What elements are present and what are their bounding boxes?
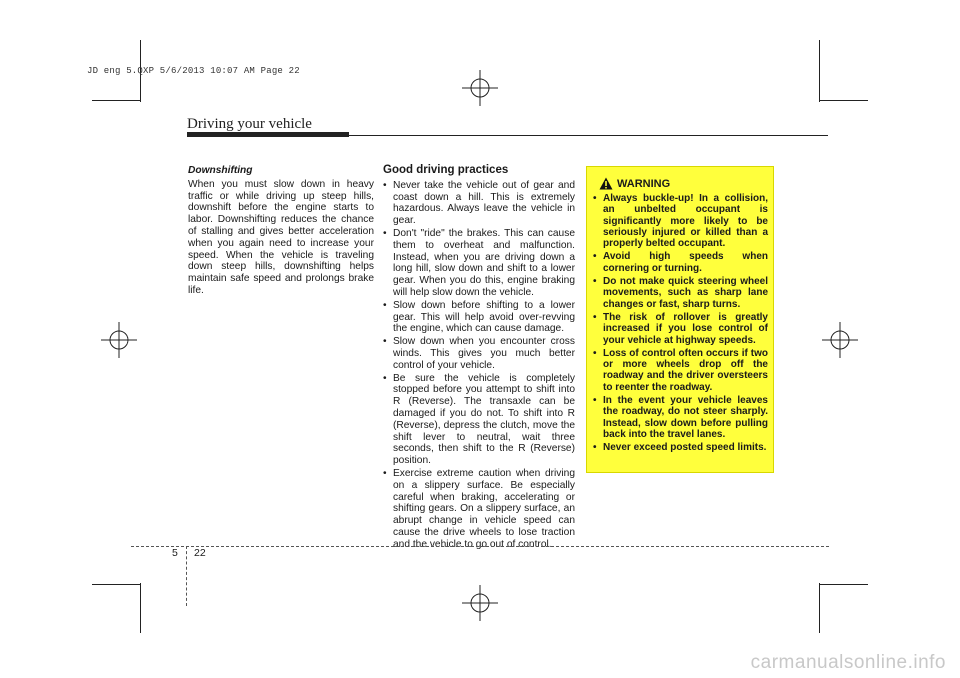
good-driving-heading: Good driving practices	[383, 164, 509, 176]
crop-mark	[140, 583, 141, 633]
registration-mark-bottom-icon	[462, 585, 498, 621]
registration-mark-left-icon	[101, 322, 137, 358]
column-good-driving-practices	[383, 165, 575, 552]
print-slug: JD eng 5.QXP 5/6/2013 10:07 AM Page 22	[87, 66, 300, 76]
list-item: • Exercise extreme caution when driving on a slippery surface. Be especially careful when braking, accelerating or shifting gears. On a slippery surface, an abrupt change in vehicle speed can cause the drive wheels to lose traction and the vehicle to go out of control.	[383, 468, 575, 551]
list-item: • Don't "ride" the brakes. This can cause them to overheat and malfunction. Instead, when you are driving down a long hill, slow down and shift to a lower gear. When you do this, engine braking will help slow down the vehicle.	[383, 228, 575, 299]
list-item: • Slow down when you encounter cross winds. This gives you much better control of your vehicle.	[383, 336, 575, 371]
footer-divider	[186, 546, 187, 606]
warning-list	[593, 193, 768, 454]
crop-mark	[820, 100, 868, 101]
registration-mark-top-icon	[462, 70, 498, 106]
list-item: • Avoid high speeds when cornering or turning.	[593, 251, 768, 274]
chapter-number: 5	[172, 547, 178, 559]
page-number: 22	[194, 547, 206, 559]
list-item: • Slow down before shifting to a lower gear. This will help avoid over-revving the engine, which can cause damage.	[383, 300, 575, 335]
crop-mark	[819, 583, 820, 633]
list-item: • Always buckle-up! In a collision, an unbelted occupant is significantly more likely to be seriously injured or killed than a properly belted occupant.	[593, 193, 768, 249]
crop-mark	[820, 584, 868, 585]
downshifting-subhead: Downshifting	[188, 165, 253, 176]
list-item: • Never take the vehicle out of gear and coast down a hill. This is extremely hazardous. Always leave the vehicle in gear.	[383, 180, 575, 227]
footer-rule	[131, 546, 829, 547]
warning-triangle-icon	[599, 177, 613, 190]
crop-mark	[92, 584, 140, 585]
crop-mark	[92, 100, 140, 101]
section-title: Driving your vehicle	[187, 116, 312, 132]
practices-list	[383, 180, 575, 551]
column-downshifting	[188, 165, 374, 297]
title-rule	[187, 135, 828, 136]
list-item: • The risk of rollover is greatly increased if you lose control of your vehicle at highway speeds.	[593, 312, 768, 346]
list-item: • Loss of control often occurs if two or more wheels drop off the roadway and the driver oversteers to reenter the roadway.	[593, 348, 768, 393]
list-item: • In the event your vehicle leaves the roadway, do not steer sharply. Instead, slow down before pulling back into the travel lanes.	[593, 395, 768, 440]
crop-mark	[819, 40, 820, 102]
downshifting-paragraph: When you must slow down in heavy traffic or while driving up steep hills, downshift before the engine starts to labor. Downshifting reduces the chance of stalling and gives better acceleration when you again need to increase your speed. When the vehicle is traveling down steep hills, downshifting helps maintain safe speed and prolongs brake life.	[188, 178, 374, 296]
list-item: • Be sure the vehicle is completely stopped before you attempt to shift into R (Reverse). The transaxle can be damaged if you do not. To shift into R (Reverse), depress the clutch, move the shift lever to neutral, wait three seconds, then shift to the R (Reverse) position.	[383, 373, 575, 467]
warning-title: WARNING	[617, 177, 671, 190]
registration-mark-right-icon	[822, 322, 858, 358]
list-item: • Do not make quick steering wheel movements, such as sharp lane changes or fast, sharp turns.	[593, 276, 768, 310]
warning-header	[599, 177, 768, 190]
watermark: carmanualsonline.info	[750, 652, 946, 673]
warning-box	[586, 166, 774, 473]
list-item: • Never exceed posted speed limits.	[593, 442, 768, 453]
